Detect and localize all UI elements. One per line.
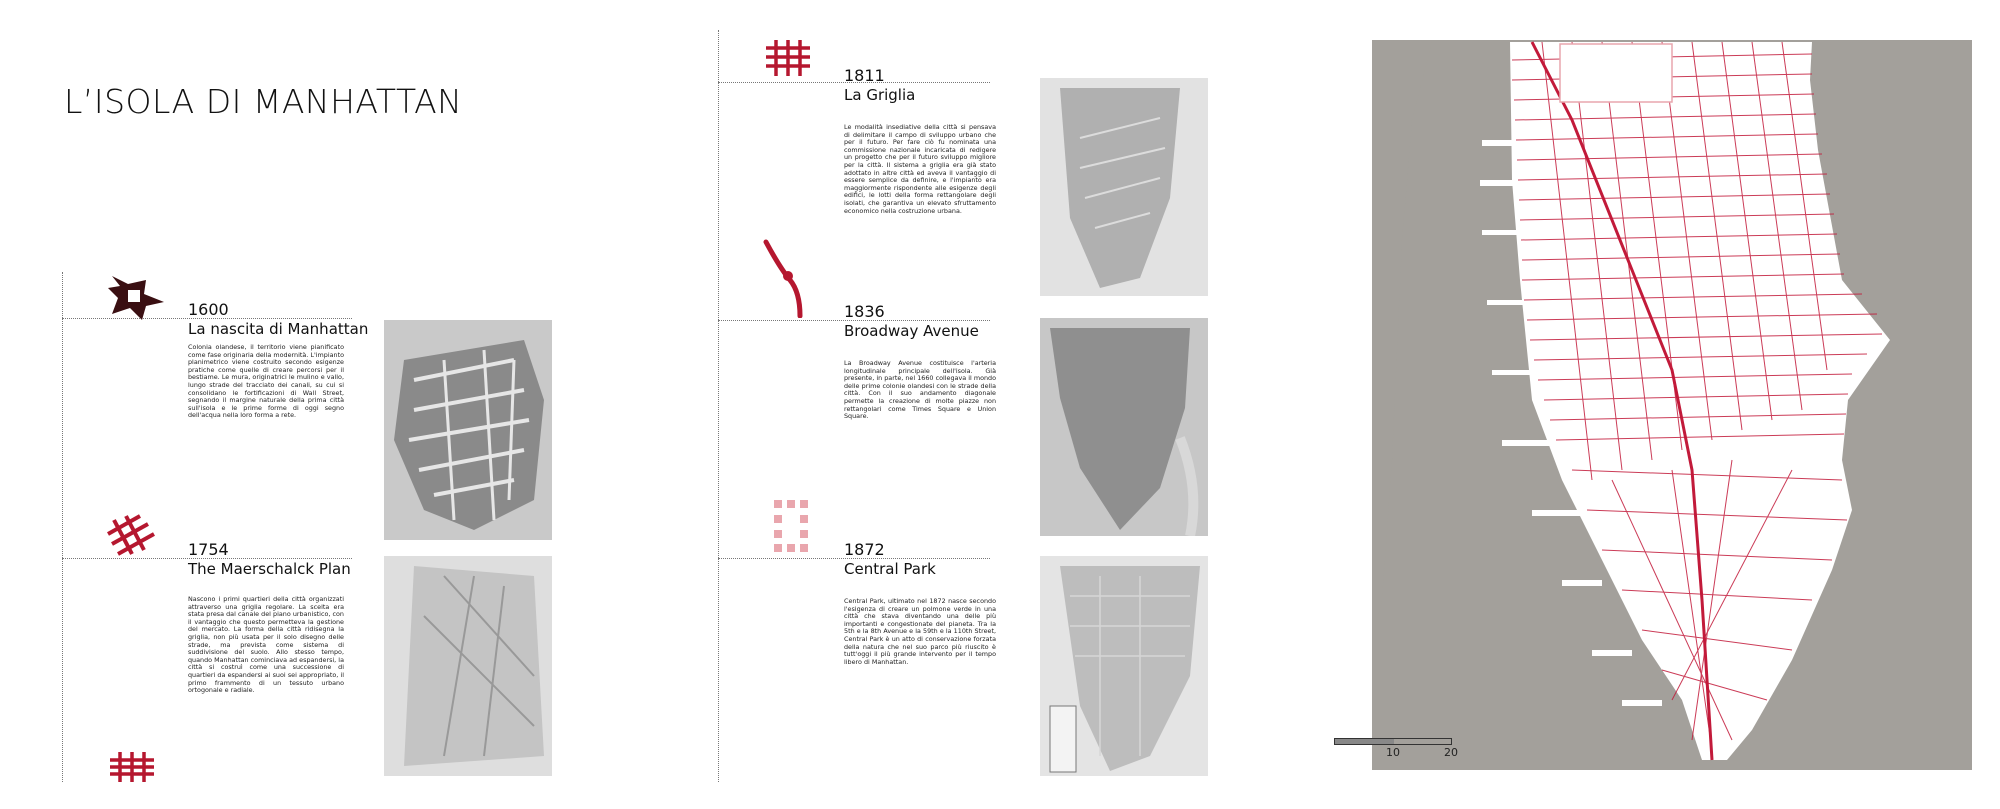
year-1872: 1872 bbox=[844, 540, 885, 559]
text-1754: Nascono i primi quartieri della città organizzati attraverso una griglia regolare. La scelta era stata presa dal canale del piano urbanistico, con il vantaggio che questo permetteva la gestione del mercato. La forma della città ridisegna la griglia, non più usata per il solo disegno delle strade, ma prevista come sistema di suddivisione del suolo. Allo stesso tempo, quando Manhattan cominciava ad espandersi, la città si costruì come una successione di quartieri da espandersi ai suoi sei appropriato, il primo frammento di un tessuto urbano ortogonale e radiale. bbox=[188, 595, 344, 695]
year-1836: 1836 bbox=[844, 302, 885, 321]
timeline-axis-left bbox=[62, 272, 63, 782]
year-1754: 1754 bbox=[188, 540, 229, 559]
scale-bar-filled bbox=[1335, 739, 1394, 744]
central-park bbox=[1560, 44, 1672, 102]
text-1836: La Broadway Avenue costituisce l'arteria longitudinale principale dell'isola. Già presente, in parte, nel 1660 collegava il mondo delle prime colonie olandesi con le strade della città. Con il suo andamento diagonale permette la creazione di molte piazze non rettangolari come Times Square e Union Square. bbox=[844, 359, 996, 421]
year-1811: 1811 bbox=[844, 66, 885, 85]
historic-map-1600 bbox=[384, 320, 552, 540]
text-1811: Le modalità insediative della città si pensava di delimitare il campo di sviluppo urbano che per il futuro. Per fare ciò fu nominata una commissione nazionale incaricata di redigere un progetto che per il futuro sviluppo migliore per la città. Il sistema a griglia era già stato adottato in altre città ed aveva il vantaggio di essere semplice da definire, e l'impianto era maggiormente rispondente alle esigenze degli edifici, le lotti della forma rettangolare degli isolati, che garantiva un elevato sfruttamento economico nella costruzione urbana. bbox=[844, 123, 996, 215]
scale-bar bbox=[1334, 738, 1452, 745]
text-1600: Colonia olandese, il territorio viene pianificato come fase originaria della modernità. L'impianto planimetrico viene costruito secondo esigenze pratiche come quelle di creare percorsi per il bestiame. Le mura, originatrici le mulino e vallo, lungo strade del tracciato dei canali, su cui si consolidano le fortificazioni di Wall Street, segnando il margine naturale della prima città sull'isola e le prime forme di oggi segno dell'acqua nella loro forma a rete. bbox=[188, 343, 344, 420]
subtitle-1836: Broadway Avenue bbox=[844, 322, 979, 340]
scale-label-10: 10 bbox=[1386, 746, 1400, 759]
text-1872: Central Park, ultimato nel 1872 nasce secondo l'esigenza di creare un polmone verde in una città che stava diventando una delle più importanti e congestionate del pianeta. Tra la 5th e la 8th Avenue e la 59th e la 110th Street, Central Park è un atto di conservazione forzata della natura che nel suo parco più riuscito è tutt'oggi il più grande intervento per il tempo libero di Manhattan. bbox=[844, 597, 996, 666]
timeline-axis-middle bbox=[718, 30, 719, 782]
diagonal-grid-icon bbox=[104, 512, 158, 562]
scale-label-20: 20 bbox=[1444, 746, 1458, 759]
grid-icon-bottom bbox=[110, 752, 154, 786]
year-1600: 1600 bbox=[188, 300, 229, 319]
subtitle-1600: La nascita di Manhattan bbox=[188, 320, 369, 338]
manhattan-street-map bbox=[1372, 40, 1972, 770]
page-title: L’ISOLA DI MANHATTAN bbox=[64, 82, 463, 121]
subtitle-1811: La Griglia bbox=[844, 86, 916, 104]
historic-map-1811 bbox=[1040, 78, 1208, 296]
fort-icon bbox=[106, 272, 168, 326]
historic-map-1836 bbox=[1040, 318, 1208, 536]
grid-icon bbox=[766, 40, 810, 80]
park-icon bbox=[774, 500, 808, 556]
subtitle-1754: The Maerschalck Plan bbox=[188, 560, 351, 578]
subtitle-1872: Central Park bbox=[844, 560, 936, 578]
historic-map-1754 bbox=[384, 556, 552, 776]
historic-map-1872 bbox=[1040, 556, 1208, 776]
broadway-icon bbox=[760, 238, 806, 322]
